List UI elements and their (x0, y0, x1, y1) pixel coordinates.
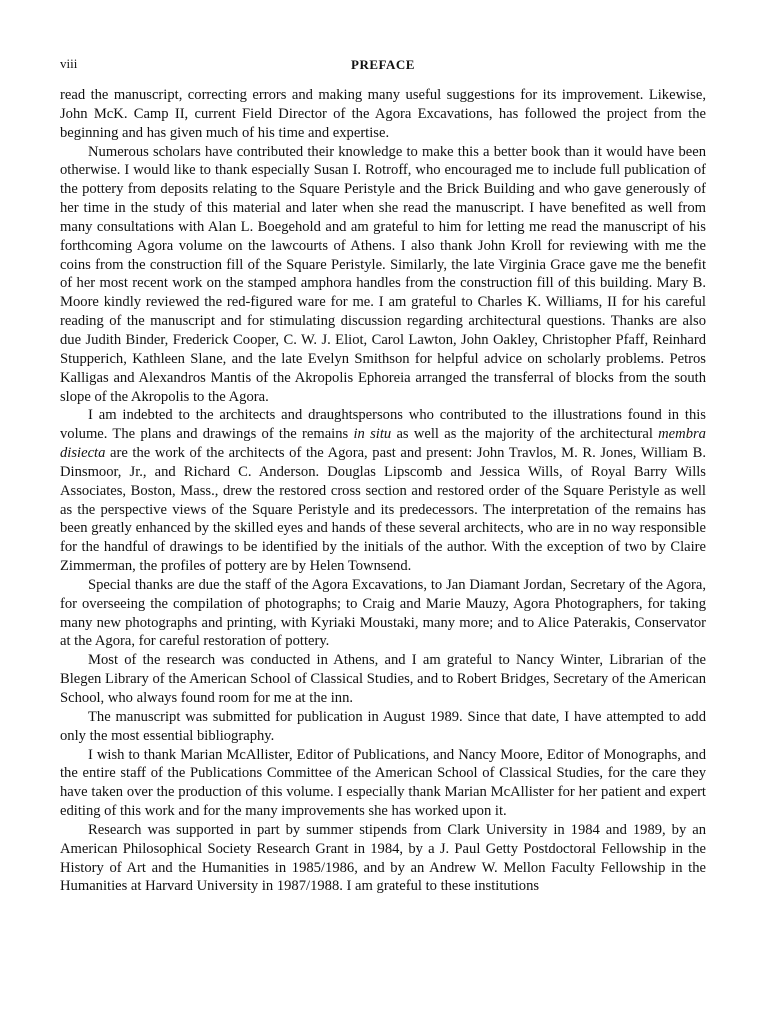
running-head: PREFACE (351, 57, 415, 72)
paragraph-scholars: Numerous scholars have contributed their knowledge to make this a better book than it would have been otherwise. I would like to thank especially Susan I. Rotroff, who encouraged me to include full publication of the pottery from deposits relating to the Square Peristyle and the Brick Building and who gave generously of her time in the study of this material and later when she read the manuscript. I have benefited as well from many consultations with Alan L. Boegehold and am grateful to him for letting me read the manuscript of his forthcoming Agora volume on the lawcourts of Athens. I also thank John Kroll for reviewing with me the coins from the construction fill of the Square Peristyle. Similarly, the late Virginia Grace gave me the benefit of her most recent work on the stamped amphora handles from the construction fill of this building. Mary B. Moore kindly reviewed the red-figured ware for me. I am grateful to Charles K. Williams, II for his careful reading of the manuscript and for stimulating discussion regarding architectural questions. Thanks are also due Judith Binder, Frederick Cooper, C. W. J. Eliot, Carol Lawton, John Oakley, Christopher Pfaff, Reinhard Stupperich, Kathleen Slane, and the late Evelyn Smithson for helpful advice on scholarly problems. Petros Kalligas and Alexandros Mantis of the Akropolis Ephoreia arranged the transferral of blocks from the south slope of the Akropolis to the Agora. (60, 143, 706, 405)
paragraph-research-athens: Most of the research was conducted in Athens, and I am grateful to Nancy Winter, Librarian of the Blegen Library of the American School of Classical Studies, and to Robert Bridges, Secretary of the American School, who always found room for me at the inn. (60, 652, 706, 706)
text-segment: as well as the majority of the architectural (391, 426, 659, 443)
paragraph-manuscript-date: The manuscript was submitted for publication in August 1989. Since that date, I have attempted to add only the most essential bibliography. (60, 708, 706, 744)
document-page (60, 52, 706, 896)
paragraph-publications: I wish to thank Marian McAllister, Editor of Publications, and Nancy Moore, Editor of Monographs, and the entire staff of the Publications Committee of the American School of Classical Studies, for the care they have taken over the production of this volume. I especially thank Marian McAllister for her patient and expert editing of this work and for the many improvements she has worked upon it. (60, 746, 706, 820)
preface-body (60, 86, 706, 896)
italic-term-in-situ: in situ (353, 426, 392, 443)
page-number: viii (60, 56, 78, 71)
paragraph-continued: read the manuscript, correcting errors and making many useful suggestions for its improvement. Likewise, John McK. Camp II, current Field Director of the Agora Excavations, has followed the project from the beginning and has given much of his time and expertise. (60, 87, 706, 141)
paragraph-funding: Research was supported in part by summer stipends from Clark University in 1984 and 1989, by an American Philosophical Society Research Grant in 1984, by a J. Paul Getty Postdoctoral Fellowship in the History of Art and the Humanities in 1985/1986, and by an Andrew W. Mellon Faculty Fellowship in the Humanities at Harvard University in 1987/1988. I am grateful to these institutions (60, 821, 706, 895)
paragraph-architects (60, 406, 706, 576)
italic-term-membra-disiecta: membra disiecta (60, 426, 706, 462)
text-segment: are the work of the architects of the Agora, past and present: John Travlos, M. R. Jones, William B. Dinsmoor, Jr., and Richard C. Anderson. Douglas Lipscomb and Jessica Wills, of Royal Barry Wills Associates, Boston, Mass., drew the restored cross section and restored order of the Square Peristyle as well as the perspective views of the Square Peristyle and its predecessors. The interpretation of the remains has been greatly enhanced by the skilled eyes and hands of these several architects, who are in no way responsible for the handful of drawings to be identified by the initials of the author. With the exception of two by Claire Zimmerman, the profiles of pottery are by Helen Townsend. (60, 445, 706, 575)
paragraph-agora-staff: Special thanks are due the staff of the Agora Excavations, to Jan Diamant Jordan, Secretary of the Agora, for overseeing the compilation of photographs; to Craig and Marie Mauzy, Agora Photographers, for taking many new photographs and printing, with Kyriaki Moustaki, many more; and to Alice Paterakis, Conservator at the Agora, for careful restoration of pottery. (60, 576, 706, 650)
text-segment: I am indebted to the architects and draughtspersons who contributed to the illustrations found in this volume. The plans and drawings of the remains (60, 407, 706, 443)
page-header (60, 52, 706, 78)
